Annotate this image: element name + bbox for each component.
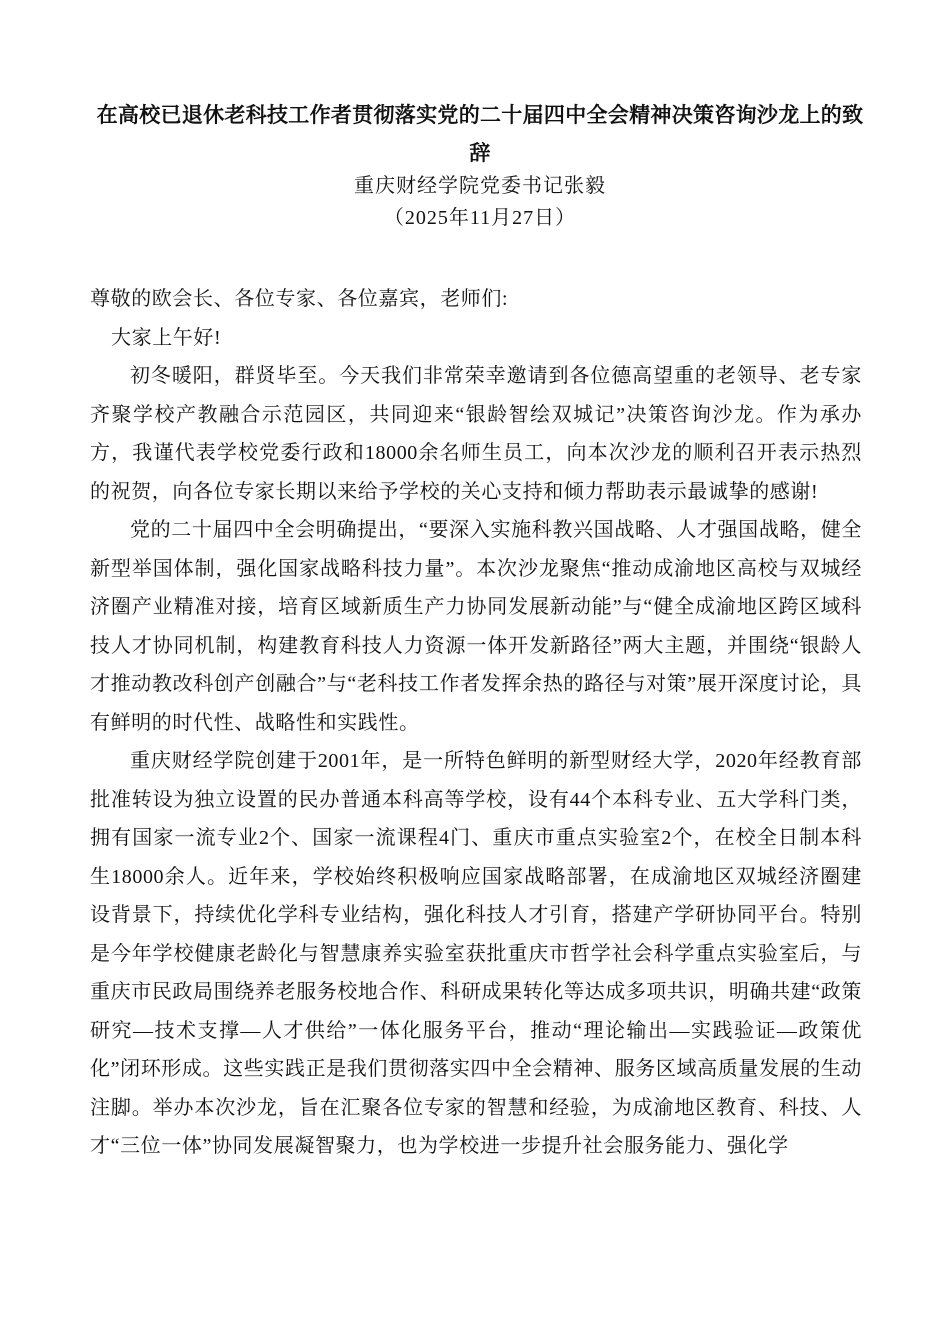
document-title: 在高校已退休老科技工作者贯彻落实党的二十届四中全会精神决策咨询沙龙上的致辞 — [96, 102, 864, 165]
salutation: 尊敬的欧会长、各位专家、各位嘉宾，老师们: — [90, 288, 509, 310]
paragraph: 初冬暖阳，群贤毕至。今天我们非常荣幸邀请到各位德高望重的老领导、老专家齐聚学校产教融合示范园区，共同迎来“银龄智绘双城记”决策咨询沙龙。作为承办方，我谨代表学校党委行政和18000余名师生员工，向本次沙龙的顺利召开表示热烈的祝贺，向各位专家长期以来给予学校的关心支持和倾力帮助表示最诚挚的感谢! — [90, 365, 862, 503]
document-author: 重庆财经学院党委书记张毅 — [354, 175, 606, 197]
document-body — [90, 280, 862, 1166]
greeting: 大家上午好! — [111, 326, 222, 349]
document-date: （2025年11月27日） — [383, 207, 577, 229]
paragraph: 重庆财经学院创建于2001年，是一所特色鲜明的新型财经大学，2020年经教育部批准转设为独立设置的民办普通本科高等学校，设有44个本科专业、五大学科门类，拥有国家一流专业2个、国家一流课程4门、重庆市重点实验室2个，在校全日制本科生18000余人。近年来，学校始终积极响应国家战略部署，在成渝地区双城经济圈建设背景下，持续优化学科专业结构，强化科技人才引育，搭建产学研协同平台。特别是今年学校健康老龄化与智慧康养实验室获批重庆市哲学社会科学重点实验室后，与重庆市民政局围绕养老服务校地合作、科研成果转化等达成多项共识，明确共建“政策研究—技术支撑—人才供给”一体化服务平台，推动“理论输出—实践验证—政策优化”闭环形成。这些实践正是我们贯彻落实四中全会精神、服务区域高质量发展的生动注脚。举办本次沙龙，旨在汇聚各位专家的智慧和经验，为成渝地区教育、科技、人才“三位一体”协同发展凝智聚力，也为学校进一步提升社会服务能力、强化学 — [90, 750, 862, 1157]
paragraph: 党的二十届四中全会明确提出，“要深入实施科教兴国战略、人才强国战略，健全新型举国体制，强化国家战略科技力量”。本次沙龙聚焦“推动成渝地区高校与双城经济圈产业精准对接，培育区域新质生产力协同发展新动能”与“健全成渝地区跨区域科技人才协同机制，构建教育科技人力资源一体开发新路径”两大主题，并围绕“银龄人才推动教改科创产创融合”与“老科技工作者发挥余热的路径与对策”展开深度讨论，具有鲜明的时代性、战略性和实践性。 — [90, 519, 862, 734]
